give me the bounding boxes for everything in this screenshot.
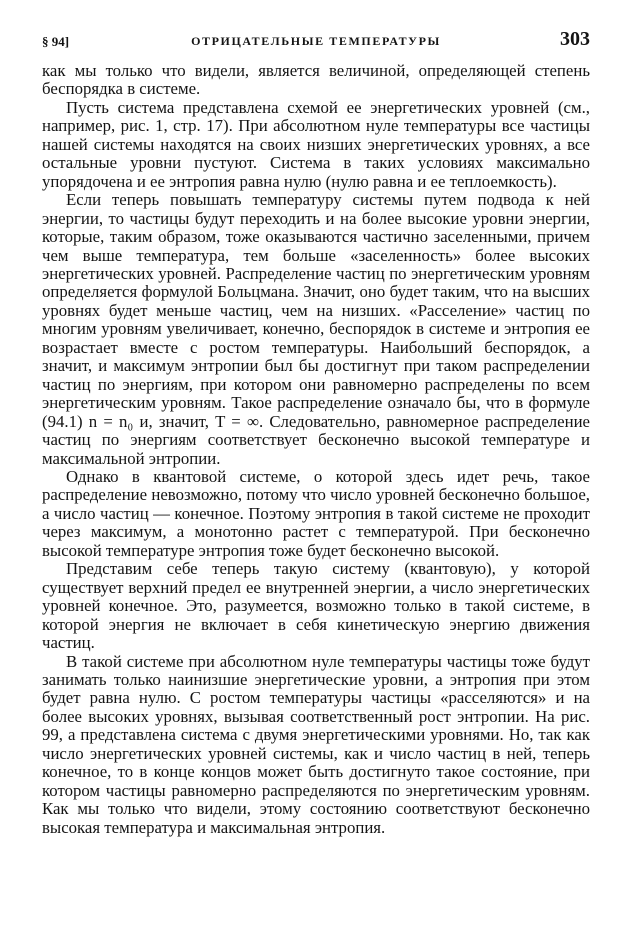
paragraph-quantum-system: Однако в квантовой системе, о которой здесь идет речь, такое распределение невозможно, потому что число уровней бесконечно большое, а число частиц — конечное. Поэтому энтропия в такой системе не проходит через максимум, а монотонно растет с температурой. При бесконечно высокой температуре энтропия тоже будет бесконечно высокой. xyxy=(42,466,590,560)
section-marker: § 94] xyxy=(42,34,70,49)
paragraph-upper-limit: Представим себе теперь такую систему (квантовую), у которой существует верхний предел ее внутренней энергии, а число энергетических уровней конечное. Это, разумеется, возможно только в такой системе, в которой энергия не включает в себя кинетическую энергию движения частиц. xyxy=(42,559,590,653)
paragraph-energy-levels: Пусть система представлена схемой ее энергетических уровней (см., например, рис. 1, стр. 17). При абсолютном нуле температуры все частицы нашей системы находятся на своих низших энергетических уровнях, а все остальные уровни пустуют. Система в таких условиях максимально упорядочена и ее энтропия равна нулю (нулю равна и ее теплоемкость). xyxy=(42,97,590,191)
running-header xyxy=(40,28,592,52)
body-text xyxy=(42,62,590,837)
paragraph-temperature-increase: Если теперь повышать температуру системы путем подвода к ней энергии, то частицы будут переходить и на более высокие уровни энергии, которые, таким образом, тоже оказываются частично заселенными, причем чем выше температура, тем больше «заселенность» более высоких энергетических уровней. Распределение частиц по энергетическим уровням определяется формулой Больцмана. Значит, оно будет таким, что на высших уровнях будет меньше частиц, чем на низших. «Расселение» частиц по многим уровням увеличивает, конечно, беспорядок в системе и энтропия ее возрастает вместе с ростом температуры. Наибольший беспорядок, а значит, и максимум энтропии был бы достигнут при таком распределении частиц по энергиям, при котором они равномерно распределены по всем энергетическим уровням. Такое распределение означало бы, что в формуле (94.1) n = n₀ и, значит, T = ∞. Следовательно, равномерное распределение частиц по энергиям соответствует бесконечно высокой температуре и максимальной энтропии. xyxy=(42,190,590,468)
chapter-title: ОТРИЦАТЕЛЬНЫЕ ТЕМПЕРАТУРЫ xyxy=(191,34,441,48)
page-number: 303 xyxy=(560,28,590,50)
paragraph-two-levels: В такой системе при абсолютном нуле температуры частицы тоже будут занимать только наинизшие энергетические уровни, а энтропия при этом будет равна нулю. С ростом температуры частицы «расселяются» и на более высоких уровнях, вызывая соответственный рост энтропии. На рис. 99, а представлена система с двумя энергетическими уровнями. Но, так как число энергетических уровней системы, как и число частиц в ней, теперь конечное, то в конце концов может быть достигнуто такое состояние, при котором частицы равномерно распределяются по энергетическим уровням. Как мы только что видели, этому состоянию соответствуют бесконечно высокая температура и максимальная энтропия. xyxy=(42,651,590,837)
paragraph-continuation: как мы только что видели, является величиной, определяющей степень беспорядка в системе. xyxy=(42,61,590,99)
